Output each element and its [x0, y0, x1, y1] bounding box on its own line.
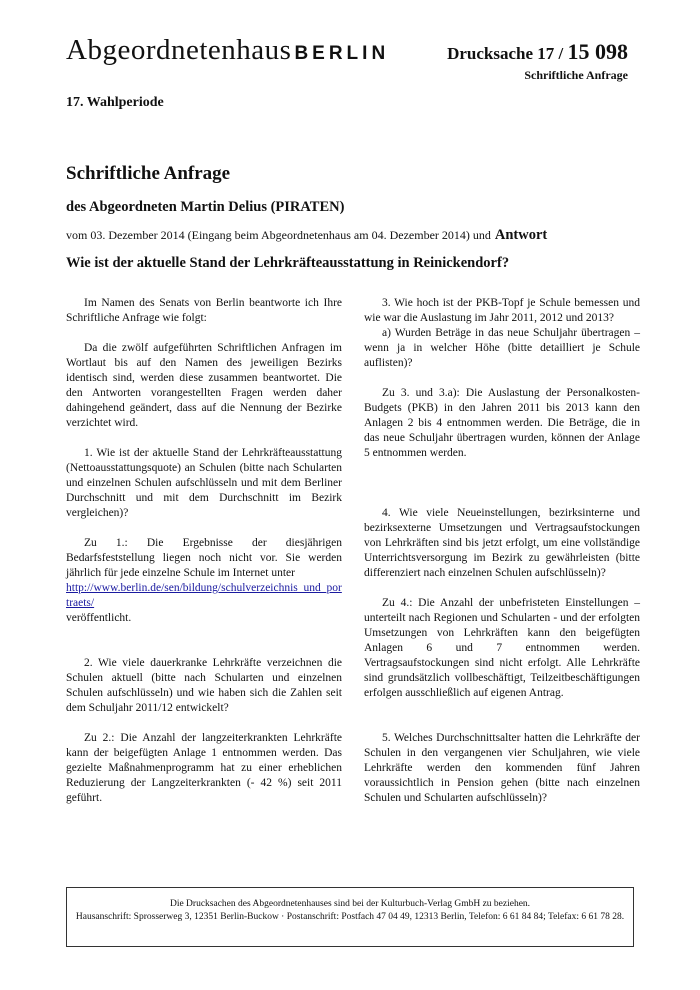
- drucksache-label: Drucksache 17 /: [447, 44, 564, 63]
- drucksache-type: Schriftliche Anfrage: [524, 68, 628, 82]
- answer-3: Zu 3. und 3.a): Die Auslastung der Personalkosten-Budgets (PKB) in den Jahren 2011 bis 2013 kann den Anlagen 2 bis 4 entnommen werden. Die Beträge, die in das neue Schuljahr übertragen wurden, können der Anlage 5 entnommen werden.: [364, 387, 640, 459]
- antwort-label: Antwort: [494, 227, 548, 243]
- author-line: des Abgeordneten Martin Delius (PIRATEN): [66, 199, 345, 215]
- question-3: 3. Wie hoch ist der PKB-Topf je Schule bemessen und wie war die Auslastung im Jahr 2011, 2012 und 2013?: [364, 297, 640, 324]
- dates-line: [66, 227, 547, 244]
- brand-city: BERLIN: [294, 43, 390, 64]
- right-column: [364, 296, 640, 806]
- answer-1-end: veröffentlicht.: [66, 612, 132, 624]
- question-3a: a) Wurden Beträge in das neue Schuljahr übertragen – wenn ja in welcher Höhe (bitte detailliert je Schule auflisten)?: [364, 327, 640, 369]
- page-title: Schriftliche Anfrage: [66, 163, 231, 184]
- drucksache-number-line: [447, 39, 628, 65]
- masthead-logo: [66, 34, 389, 67]
- question-4: 4. Wie viele Neueinstellungen, bezirksinterne und bezirksexterne Umsetzungen und Vertragsaufstockungen von Lehrkräften sind bis jetzt erfolgt, um eine vollständige Unterrichtsversorgung im Bezirk zu gewährleisten (bitte differenziert nach einzelnen Schulen aufschlüsseln)?: [364, 507, 640, 579]
- question-2: 2. Wie viele dauerkranke Lehrkräfte verzeichnen die Schulen aktuell (bitte nach Schularten und einzelnen Schulen aufschlüsseln) und wie haben sich die Zahlen seit dem Schuljahr 2011/12 entwickelt?: [66, 657, 342, 714]
- drucksache-number: 15 098: [567, 39, 628, 64]
- schulverzeichnis-link[interactable]: http://www.berlin.de/sen/bildung/schulverzeichnis_und_portraets/: [66, 582, 342, 609]
- dates-text: vom 03. Dezember 2014 (Eingang beim Abgeordnetenhaus am 04. Dezember 2014) und: [66, 228, 491, 242]
- question-title: Wie ist der aktuelle Stand der Lehrkräfteausstattung in Reinickendorf?: [66, 255, 510, 271]
- drucksache-block: [447, 39, 628, 83]
- footer-line-1: Die Drucksachen des Abgeordnetenhauses sind bei der Kulturbuch-Verlag GmbH zu beziehen.: [169, 899, 531, 909]
- footer-box: [66, 887, 634, 947]
- answer-1: Zu 1.: Die Ergebnisse der diesjährigen Bedarfsfeststellung liegen noch nicht vor. Sie werden jährlich für jede einzelne Schule im Internet unter: [66, 537, 342, 579]
- answer-4: Zu 4.: Die Anzahl der unbefristeten Einstellungen – unterteilt nach Regionen und Schularten - und der erfolgten Umsetzungen von Lehrkräften kann den beigefügten Anlagen 6 und 7 entnommen werden. Vertragsaufstockungen sind nicht erfolgt. Alle Lehrkräfte sind grundsätzlich vollbeschäftigt, Teilzeitbeschäftigungen erfolgen ausschließlich auf eigenen Antrag.: [364, 597, 640, 699]
- intro-paragraph: Im Namen des Senats von Berlin beantworte ich Ihre Schriftliche Anfrage wie folgt:: [66, 297, 342, 324]
- answer-2: Zu 2.: Die Anzahl der langzeiterkrankten Lehrkräfte kann der beigefügten Anlage 1 entnommen werden. Das gezielte Maßnahmenprogramm hat zu einer erheblichen Reduzierung der Langzeiterkrankten (- 42 %) seit 2011 geführt.: [66, 732, 342, 804]
- footer-line-2: Hausanschrift: Sprosserweg 3, 12351 Berlin-Buckow · Postanschrift: Postfach 47 04 49, 12313 Berlin, Telefon: 6 61 84 84; Telefax: 6 61 78 28.: [75, 912, 625, 922]
- preface-paragraph: Da die zwölf aufgeführten Schriftlichen Anfragen im Wortlaut bis auf den Namen des jeweiligen Bezirks identisch sind, werden diese zusammen beantwortet. Die den Antworten vorangestellten Fragen werden daher dahingehend geändert, dass auf die Nennung der Bezirke verzichtet wird.: [66, 342, 342, 429]
- wahlperiode: 17. Wahlperiode: [66, 95, 164, 110]
- left-column: [66, 296, 342, 806]
- question-1: 1. Wie ist der aktuelle Stand der Lehrkräfteausstattung (Nettoausstattungsquote) an Schulen (bitte nach Schularten und einzelnen Schulen aufschlüsseln und mit dem Berliner Durchschnitt und mit dem Durchschnitt im Bezirk vergleichen)?: [66, 447, 342, 519]
- brand-name: Abgeordnetenhaus: [66, 34, 292, 66]
- answer-1-link-line: [66, 581, 342, 611]
- question-5: 5. Welches Durchschnittsalter hatten die Lehrkräfte der Schulen in den vergangenen vier Schuljahren, wie viele Lehrkräfte werden den kommenden fünf Jahren voraussichtlich in Pension gehen (bitte nach einzelnen Schulen und Schularten aufschlüsseln)?: [364, 732, 640, 804]
